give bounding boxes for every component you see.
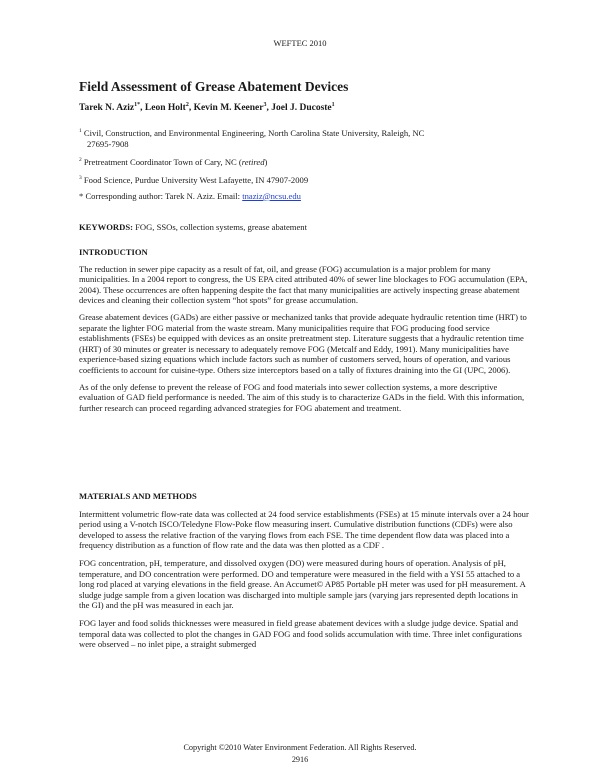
- keywords-text: FOG, SSOs, collection systems, grease abatement: [132, 222, 307, 232]
- affil-number: 3: [79, 174, 82, 181]
- affil-text: Food Science, Purdue University West Lafayette, IN 47907-2009: [83, 174, 309, 185]
- author-name: Joel J. Ducoste: [271, 103, 332, 114]
- section-heading: MATERIALS AND METHODS: [79, 491, 197, 501]
- copyright-notice: Copyright ©2010 Water Environment Federation. All Rights Reserved.: [183, 743, 417, 752]
- author-name: Tarek N. Aziz: [79, 103, 135, 114]
- paper-title: Field Assessment of Grease Abatement Devices: [79, 79, 349, 94]
- paragraph: FOG layer and food solids thicknesses were measured in field grease abatement devices with a sludge judge device. Spatial and temporal data was collected to plot the changes in GAD FOG and food solids accumulation with time. Three inlet configurations were observed – no inlet pipe, a straight submerged: [79, 617, 522, 650]
- paragraph: As of the only defense to prevent the release of FOG and food materials into sewer collection systems, a more descriptive evaluation of GAD field performance is needed. The aim of this study is to characterize GADs in the field. With this information, further research can proceed regarding advanced strategies for FOG abatement and treatment.: [79, 381, 525, 413]
- paragraph: The reduction in sewer pipe capacity as a result of fat, oil, and grease (FOG) accumulation is a major problem for many municipalities. In a 2004 report to congress, the US EPA cited attributed 40% of sewer line blockages to FOG accumulation (EPA, 2004). These occurrences are often happening despite the fact that many municipalities are actively inspecting grease abatement devices and cleaning their collection system “hot spots” for grease accumulation.: [79, 263, 528, 306]
- page-number: 2916: [291, 754, 309, 764]
- corresponding-label: * Corresponding author: Tarek N. Aziz. Email:: [79, 190, 243, 201]
- affiliations: [79, 126, 529, 207]
- section-heading: INTRODUCTION: [79, 247, 148, 257]
- affiliation-2: [79, 155, 529, 168]
- author-affil-mark: 1*: [134, 102, 141, 108]
- author-list: Tarek N. Aziz$^{1*}$, Leon Holt$^2$, Kevin M. Keener$^3$, Joel J. Ducoste$^1$: [79, 102, 335, 114]
- affiliation-1: [79, 126, 529, 150]
- paragraph: Grease abatement devices (GADs) are either passive or mechanized tanks that provide adequate hydraulic retention time (HRT) to separate the lighter FOG material from the waste stream. Many municipalities require that FOG producing food service establishments (FSEs) be equipped with devices as an onsite pretreatment step. Literature suggests that a hydraulic retention time (HRT) of 30 minutes or greater is necessary to adequately remove FOG (Metcalf and Eddy, 1991). Many municipalities have experience-based sizing equations which include factors such as number of customers served, hours of operation, and various coefficients to account for cuisine-type. Others size interceptors based on a tally of fixtures draining into the GI (UPC, 2006).: [79, 311, 527, 375]
- affil-text: Pretreatment Coordinator Town of Cary, NC (: [83, 156, 242, 167]
- affil-text-continued: 27695-7908: [87, 138, 129, 149]
- email-link[interactable]: tnaziz@ncsu.edu: [242, 190, 301, 201]
- affil-number: 2: [79, 156, 82, 163]
- author-affil-mark: 1: [331, 102, 335, 108]
- affil-number: 1: [79, 128, 82, 134]
- affil-text: Civil, Construction, and Environmental Engineering, North Carolina State University, Raleigh, NC: [83, 127, 425, 138]
- author-name: Leon Holt: [144, 103, 186, 114]
- keywords-label: KEYWORDS:: [79, 222, 133, 232]
- corresponding-author: [79, 191, 529, 202]
- affil-italic: retired: [241, 156, 265, 167]
- affil-text-end: ): [264, 156, 268, 167]
- introduction-section: [79, 247, 529, 413]
- paragraph: Intermittent volumetric flow-rate data was collected at 24 food service establishments (FSEs) at 15 minute intervals over a 24 hour period using a V-notch ISCO/Teledyne Flow-Poke flow measuring insert. Cumulative distribution functions (CDFs) were also developed to assess the relative fraction of the varying flows from each FSE. The time dependent flow data was placed into a frequency distribution as a function of flow rate and the data was then plotted as a CDF .: [79, 508, 529, 551]
- author-name: Kevin M. Keener: [193, 103, 264, 114]
- running-header: WEFTEC 2010: [273, 38, 327, 48]
- author-affil-mark: 3: [263, 102, 267, 108]
- paragraph: FOG concentration, pH, temperature, and dissolved oxygen (DO) were measured during hours of operation. Analysis of pH, temperature, and DO concentration were performed. DO and temperature were measured in the field with a YSI 55 attached to a long rod placed at varying elevations in the field grease. An Accumet© AP85 Portable pH meter was used for pH measurement. A sludge judge sample from a given location was discharged into multiple sample jars (varying jars represented depth locations in the GI) and the pH was measured in each jar.: [79, 557, 526, 611]
- author-affil-mark: 2: [185, 102, 189, 108]
- methods-section: [79, 491, 529, 650]
- affiliation-3: [79, 173, 529, 186]
- keywords: [79, 222, 529, 232]
- page-footer: [0, 742, 600, 765]
